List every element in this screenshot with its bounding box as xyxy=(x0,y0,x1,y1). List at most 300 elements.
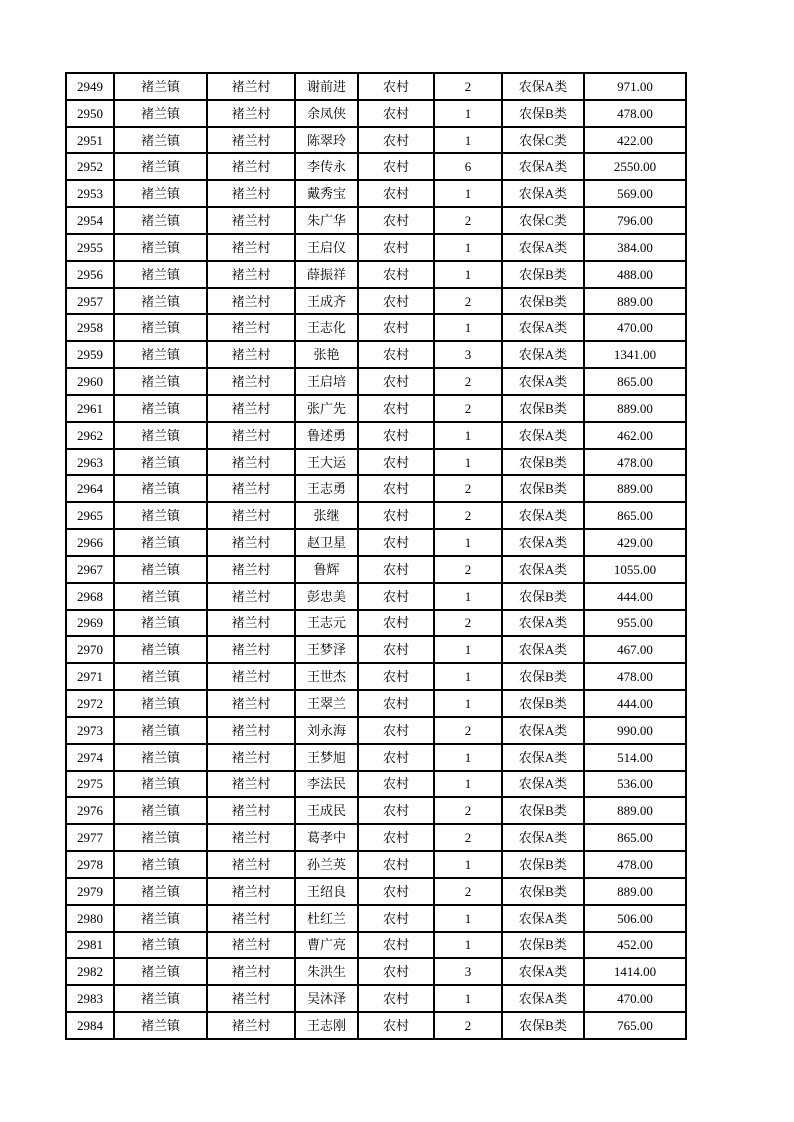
cell-category: 农保B类 xyxy=(502,261,584,288)
table-row xyxy=(66,127,686,154)
cell-town: 褚兰镇 xyxy=(114,878,207,905)
table-row xyxy=(66,422,686,449)
cell-residence: 农村 xyxy=(358,502,434,529)
cell-town: 褚兰镇 xyxy=(114,395,207,422)
cell-town: 褚兰镇 xyxy=(114,636,207,663)
cell-village: 褚兰村 xyxy=(207,556,295,583)
cell-name: 戴秀宝 xyxy=(295,180,358,207)
cell-village: 褚兰村 xyxy=(207,958,295,985)
cell-town: 褚兰镇 xyxy=(114,932,207,959)
cell-town: 褚兰镇 xyxy=(114,422,207,449)
cell-village: 褚兰村 xyxy=(207,475,295,502)
cell-category: 农保A类 xyxy=(502,717,584,744)
cell-category: 农保C类 xyxy=(502,207,584,234)
cell-seq: 2964 xyxy=(66,475,114,502)
cell-town: 褚兰镇 xyxy=(114,771,207,798)
cell-amount: 796.00 xyxy=(584,207,686,234)
cell-seq: 2968 xyxy=(66,583,114,610)
table-row xyxy=(66,368,686,395)
cell-residence: 农村 xyxy=(358,368,434,395)
cell-town: 褚兰镇 xyxy=(114,958,207,985)
cell-category: 农保A类 xyxy=(502,341,584,368)
cell-town: 褚兰镇 xyxy=(114,610,207,637)
cell-residence: 农村 xyxy=(358,422,434,449)
cell-count: 1 xyxy=(434,744,502,771)
cell-category: 农保A类 xyxy=(502,771,584,798)
cell-seq: 2950 xyxy=(66,100,114,127)
cell-residence: 农村 xyxy=(358,905,434,932)
cell-village: 褚兰村 xyxy=(207,529,295,556)
cell-amount: 536.00 xyxy=(584,771,686,798)
cell-count: 1 xyxy=(434,422,502,449)
table-row xyxy=(66,717,686,744)
cell-seq: 2957 xyxy=(66,288,114,315)
cell-category: 农保B类 xyxy=(502,395,584,422)
cell-town: 褚兰镇 xyxy=(114,261,207,288)
cell-town: 褚兰镇 xyxy=(114,475,207,502)
cell-village: 褚兰村 xyxy=(207,502,295,529)
cell-name: 王志勇 xyxy=(295,475,358,502)
table-row xyxy=(66,180,686,207)
cell-residence: 农村 xyxy=(358,851,434,878)
cell-count: 1 xyxy=(434,180,502,207)
cell-amount: 514.00 xyxy=(584,744,686,771)
cell-count: 1 xyxy=(434,690,502,717)
cell-count: 1 xyxy=(434,261,502,288)
cell-amount: 429.00 xyxy=(584,529,686,556)
cell-residence: 农村 xyxy=(358,717,434,744)
table-row xyxy=(66,395,686,422)
cell-residence: 农村 xyxy=(358,556,434,583)
cell-residence: 农村 xyxy=(358,449,434,476)
cell-amount: 1055.00 xyxy=(584,556,686,583)
cell-residence: 农村 xyxy=(358,100,434,127)
cell-count: 1 xyxy=(434,314,502,341)
cell-town: 褚兰镇 xyxy=(114,824,207,851)
cell-name: 孙兰英 xyxy=(295,851,358,878)
cell-village: 褚兰村 xyxy=(207,663,295,690)
cell-village: 褚兰村 xyxy=(207,824,295,851)
cell-category: 农保A类 xyxy=(502,234,584,261)
cell-seq: 2965 xyxy=(66,502,114,529)
cell-count: 2 xyxy=(434,717,502,744)
cell-category: 农保A类 xyxy=(502,824,584,851)
cell-residence: 农村 xyxy=(358,395,434,422)
cell-seq: 2983 xyxy=(66,985,114,1012)
cell-name: 李法民 xyxy=(295,771,358,798)
cell-town: 褚兰镇 xyxy=(114,207,207,234)
cell-village: 褚兰村 xyxy=(207,932,295,959)
cell-category: 农保B类 xyxy=(502,1012,584,1039)
table-row xyxy=(66,73,686,100)
cell-category: 农保A类 xyxy=(502,636,584,663)
cell-seq: 2981 xyxy=(66,932,114,959)
cell-seq: 2971 xyxy=(66,663,114,690)
cell-residence: 农村 xyxy=(358,932,434,959)
cell-seq: 2952 xyxy=(66,153,114,180)
cell-seq: 2972 xyxy=(66,690,114,717)
cell-amount: 422.00 xyxy=(584,127,686,154)
cell-amount: 971.00 xyxy=(584,73,686,100)
cell-residence: 农村 xyxy=(358,314,434,341)
cell-name: 鲁述勇 xyxy=(295,422,358,449)
cell-town: 褚兰镇 xyxy=(114,341,207,368)
cell-residence: 农村 xyxy=(358,663,434,690)
cell-seq: 2980 xyxy=(66,905,114,932)
table-row xyxy=(66,797,686,824)
cell-town: 褚兰镇 xyxy=(114,234,207,261)
cell-category: 农保B类 xyxy=(502,797,584,824)
cell-name: 王志刚 xyxy=(295,1012,358,1039)
cell-name: 王绍良 xyxy=(295,878,358,905)
cell-village: 褚兰村 xyxy=(207,207,295,234)
table-row xyxy=(66,771,686,798)
cell-category: 农保A类 xyxy=(502,314,584,341)
cell-residence: 农村 xyxy=(358,610,434,637)
cell-amount: 865.00 xyxy=(584,824,686,851)
cell-village: 褚兰村 xyxy=(207,395,295,422)
cell-amount: 889.00 xyxy=(584,878,686,905)
cell-amount: 1341.00 xyxy=(584,341,686,368)
table-body xyxy=(66,73,686,1039)
cell-amount: 889.00 xyxy=(584,395,686,422)
cell-category: 农保A类 xyxy=(502,368,584,395)
cell-residence: 农村 xyxy=(358,690,434,717)
cell-village: 褚兰村 xyxy=(207,368,295,395)
cell-residence: 农村 xyxy=(358,234,434,261)
cell-amount: 444.00 xyxy=(584,690,686,717)
cell-seq: 2954 xyxy=(66,207,114,234)
cell-count: 2 xyxy=(434,288,502,315)
cell-category: 农保A类 xyxy=(502,180,584,207)
cell-seq: 2969 xyxy=(66,610,114,637)
cell-amount: 569.00 xyxy=(584,180,686,207)
table-row xyxy=(66,449,686,476)
cell-residence: 农村 xyxy=(358,73,434,100)
cell-seq: 2970 xyxy=(66,636,114,663)
table-row xyxy=(66,583,686,610)
cell-amount: 865.00 xyxy=(584,368,686,395)
table-row xyxy=(66,905,686,932)
cell-town: 褚兰镇 xyxy=(114,905,207,932)
cell-village: 褚兰村 xyxy=(207,422,295,449)
cell-amount: 478.00 xyxy=(584,100,686,127)
cell-amount: 478.00 xyxy=(584,449,686,476)
cell-name: 谢前进 xyxy=(295,73,358,100)
cell-village: 褚兰村 xyxy=(207,288,295,315)
cell-count: 2 xyxy=(434,73,502,100)
cell-village: 褚兰村 xyxy=(207,771,295,798)
cell-name: 王梦旭 xyxy=(295,744,358,771)
cell-village: 褚兰村 xyxy=(207,261,295,288)
cell-town: 褚兰镇 xyxy=(114,314,207,341)
cell-town: 褚兰镇 xyxy=(114,529,207,556)
cell-residence: 农村 xyxy=(358,288,434,315)
cell-amount: 452.00 xyxy=(584,932,686,959)
cell-name: 刘永海 xyxy=(295,717,358,744)
cell-count: 1 xyxy=(434,234,502,261)
cell-category: 农保B类 xyxy=(502,583,584,610)
cell-amount: 889.00 xyxy=(584,288,686,315)
cell-count: 2 xyxy=(434,207,502,234)
cell-category: 农保B类 xyxy=(502,878,584,905)
cell-count: 1 xyxy=(434,851,502,878)
cell-residence: 农村 xyxy=(358,797,434,824)
table-row xyxy=(66,502,686,529)
table-row xyxy=(66,341,686,368)
cell-amount: 1414.00 xyxy=(584,958,686,985)
cell-category: 农保B类 xyxy=(502,851,584,878)
table-row xyxy=(66,985,686,1012)
table-row xyxy=(66,153,686,180)
cell-village: 褚兰村 xyxy=(207,314,295,341)
cell-count: 1 xyxy=(434,771,502,798)
cell-category: 农保A类 xyxy=(502,958,584,985)
table-row xyxy=(66,932,686,959)
cell-seq: 2953 xyxy=(66,180,114,207)
cell-name: 王启培 xyxy=(295,368,358,395)
cell-category: 农保C类 xyxy=(502,127,584,154)
cell-town: 褚兰镇 xyxy=(114,73,207,100)
cell-name: 王启仪 xyxy=(295,234,358,261)
cell-name: 陈翠玲 xyxy=(295,127,358,154)
cell-name: 张广先 xyxy=(295,395,358,422)
benefit-table xyxy=(65,72,687,1040)
cell-seq: 2973 xyxy=(66,717,114,744)
cell-name: 王大运 xyxy=(295,449,358,476)
cell-name: 王成齐 xyxy=(295,288,358,315)
cell-seq: 2949 xyxy=(66,73,114,100)
cell-amount: 889.00 xyxy=(584,797,686,824)
cell-village: 褚兰村 xyxy=(207,100,295,127)
cell-category: 农保A类 xyxy=(502,556,584,583)
cell-count: 1 xyxy=(434,663,502,690)
cell-village: 褚兰村 xyxy=(207,905,295,932)
cell-seq: 2956 xyxy=(66,261,114,288)
cell-town: 褚兰镇 xyxy=(114,583,207,610)
cell-name: 王翠兰 xyxy=(295,690,358,717)
cell-count: 2 xyxy=(434,824,502,851)
cell-amount: 765.00 xyxy=(584,1012,686,1039)
cell-residence: 农村 xyxy=(358,261,434,288)
cell-count: 1 xyxy=(434,905,502,932)
cell-seq: 2982 xyxy=(66,958,114,985)
cell-name: 王志元 xyxy=(295,610,358,637)
cell-village: 褚兰村 xyxy=(207,234,295,261)
cell-amount: 462.00 xyxy=(584,422,686,449)
table-row xyxy=(66,824,686,851)
cell-village: 褚兰村 xyxy=(207,583,295,610)
cell-town: 褚兰镇 xyxy=(114,985,207,1012)
cell-name: 彭忠美 xyxy=(295,583,358,610)
table-row xyxy=(66,100,686,127)
cell-village: 褚兰村 xyxy=(207,73,295,100)
cell-category: 农保B类 xyxy=(502,932,584,959)
cell-category: 农保A类 xyxy=(502,529,584,556)
cell-town: 褚兰镇 xyxy=(114,556,207,583)
cell-count: 1 xyxy=(434,636,502,663)
cell-village: 褚兰村 xyxy=(207,127,295,154)
cell-residence: 农村 xyxy=(358,207,434,234)
cell-count: 6 xyxy=(434,153,502,180)
cell-amount: 470.00 xyxy=(584,985,686,1012)
cell-village: 褚兰村 xyxy=(207,1012,295,1039)
table-row xyxy=(66,958,686,985)
cell-town: 褚兰镇 xyxy=(114,1012,207,1039)
cell-town: 褚兰镇 xyxy=(114,690,207,717)
cell-amount: 865.00 xyxy=(584,502,686,529)
cell-name: 王世杰 xyxy=(295,663,358,690)
cell-count: 1 xyxy=(434,100,502,127)
table-row xyxy=(66,529,686,556)
table-row xyxy=(66,610,686,637)
cell-amount: 955.00 xyxy=(584,610,686,637)
cell-count: 2 xyxy=(434,368,502,395)
table-row xyxy=(66,851,686,878)
cell-name: 葛孝中 xyxy=(295,824,358,851)
cell-residence: 农村 xyxy=(358,878,434,905)
cell-count: 2 xyxy=(434,475,502,502)
cell-name: 曹广亮 xyxy=(295,932,358,959)
cell-village: 褚兰村 xyxy=(207,610,295,637)
cell-residence: 农村 xyxy=(358,180,434,207)
cell-category: 农保A类 xyxy=(502,502,584,529)
cell-amount: 478.00 xyxy=(584,851,686,878)
cell-seq: 2962 xyxy=(66,422,114,449)
cell-name: 朱洪生 xyxy=(295,958,358,985)
cell-amount: 506.00 xyxy=(584,905,686,932)
cell-village: 褚兰村 xyxy=(207,341,295,368)
cell-seq: 2976 xyxy=(66,797,114,824)
cell-seq: 2978 xyxy=(66,851,114,878)
cell-category: 农保A类 xyxy=(502,422,584,449)
cell-category: 农保A类 xyxy=(502,610,584,637)
cell-amount: 478.00 xyxy=(584,663,686,690)
cell-town: 褚兰镇 xyxy=(114,449,207,476)
cell-seq: 2960 xyxy=(66,368,114,395)
cell-count: 1 xyxy=(434,127,502,154)
table-row xyxy=(66,288,686,315)
cell-count: 2 xyxy=(434,502,502,529)
cell-village: 褚兰村 xyxy=(207,180,295,207)
cell-name: 余凤侠 xyxy=(295,100,358,127)
cell-residence: 农村 xyxy=(358,958,434,985)
cell-seq: 2959 xyxy=(66,341,114,368)
cell-amount: 889.00 xyxy=(584,475,686,502)
cell-category: 农保B类 xyxy=(502,288,584,315)
cell-name: 王成民 xyxy=(295,797,358,824)
cell-town: 褚兰镇 xyxy=(114,368,207,395)
cell-count: 1 xyxy=(434,529,502,556)
cell-town: 褚兰镇 xyxy=(114,663,207,690)
cell-residence: 农村 xyxy=(358,529,434,556)
cell-village: 褚兰村 xyxy=(207,690,295,717)
cell-category: 农保B类 xyxy=(502,100,584,127)
cell-town: 褚兰镇 xyxy=(114,180,207,207)
cell-amount: 470.00 xyxy=(584,314,686,341)
cell-count: 2 xyxy=(434,1012,502,1039)
cell-name: 王梦泽 xyxy=(295,636,358,663)
cell-residence: 农村 xyxy=(358,636,434,663)
cell-residence: 农村 xyxy=(358,127,434,154)
table-row xyxy=(66,744,686,771)
cell-residence: 农村 xyxy=(358,1012,434,1039)
cell-name: 张艳 xyxy=(295,341,358,368)
cell-count: 1 xyxy=(434,583,502,610)
cell-name: 鲁辉 xyxy=(295,556,358,583)
cell-seq: 2966 xyxy=(66,529,114,556)
cell-name: 王志化 xyxy=(295,314,358,341)
cell-category: 农保A类 xyxy=(502,905,584,932)
cell-category: 农保A类 xyxy=(502,73,584,100)
cell-name: 吴沐泽 xyxy=(295,985,358,1012)
cell-seq: 2963 xyxy=(66,449,114,476)
cell-count: 2 xyxy=(434,395,502,422)
cell-amount: 384.00 xyxy=(584,234,686,261)
cell-village: 褚兰村 xyxy=(207,744,295,771)
cell-town: 褚兰镇 xyxy=(114,797,207,824)
cell-count: 1 xyxy=(434,449,502,476)
cell-category: 农保A类 xyxy=(502,744,584,771)
table-row xyxy=(66,207,686,234)
cell-count: 1 xyxy=(434,932,502,959)
table-row xyxy=(66,690,686,717)
cell-village: 褚兰村 xyxy=(207,797,295,824)
cell-amount: 2550.00 xyxy=(584,153,686,180)
cell-name: 薛振祥 xyxy=(295,261,358,288)
cell-seq: 2974 xyxy=(66,744,114,771)
cell-category: 农保A类 xyxy=(502,985,584,1012)
cell-count: 2 xyxy=(434,556,502,583)
table-row xyxy=(66,234,686,261)
cell-residence: 农村 xyxy=(358,744,434,771)
cell-count: 3 xyxy=(434,341,502,368)
cell-residence: 农村 xyxy=(358,771,434,798)
cell-residence: 农村 xyxy=(358,341,434,368)
cell-town: 褚兰镇 xyxy=(114,744,207,771)
cell-category: 农保B类 xyxy=(502,663,584,690)
table-row xyxy=(66,663,686,690)
table-row xyxy=(66,475,686,502)
cell-residence: 农村 xyxy=(358,985,434,1012)
cell-name: 朱广华 xyxy=(295,207,358,234)
cell-count: 1 xyxy=(434,985,502,1012)
cell-name: 李传永 xyxy=(295,153,358,180)
cell-seq: 2955 xyxy=(66,234,114,261)
cell-residence: 农村 xyxy=(358,475,434,502)
cell-residence: 农村 xyxy=(358,583,434,610)
cell-count: 2 xyxy=(434,878,502,905)
cell-seq: 2977 xyxy=(66,824,114,851)
cell-town: 褚兰镇 xyxy=(114,717,207,744)
cell-amount: 444.00 xyxy=(584,583,686,610)
cell-village: 褚兰村 xyxy=(207,153,295,180)
cell-town: 褚兰镇 xyxy=(114,153,207,180)
cell-name: 杜红兰 xyxy=(295,905,358,932)
cell-town: 褚兰镇 xyxy=(114,288,207,315)
cell-amount: 488.00 xyxy=(584,261,686,288)
cell-seq: 2967 xyxy=(66,556,114,583)
cell-count: 3 xyxy=(434,958,502,985)
cell-residence: 农村 xyxy=(358,153,434,180)
cell-category: 农保B类 xyxy=(502,690,584,717)
table-row xyxy=(66,314,686,341)
cell-seq: 2961 xyxy=(66,395,114,422)
cell-category: 农保B类 xyxy=(502,449,584,476)
cell-count: 2 xyxy=(434,797,502,824)
cell-amount: 467.00 xyxy=(584,636,686,663)
cell-village: 褚兰村 xyxy=(207,985,295,1012)
